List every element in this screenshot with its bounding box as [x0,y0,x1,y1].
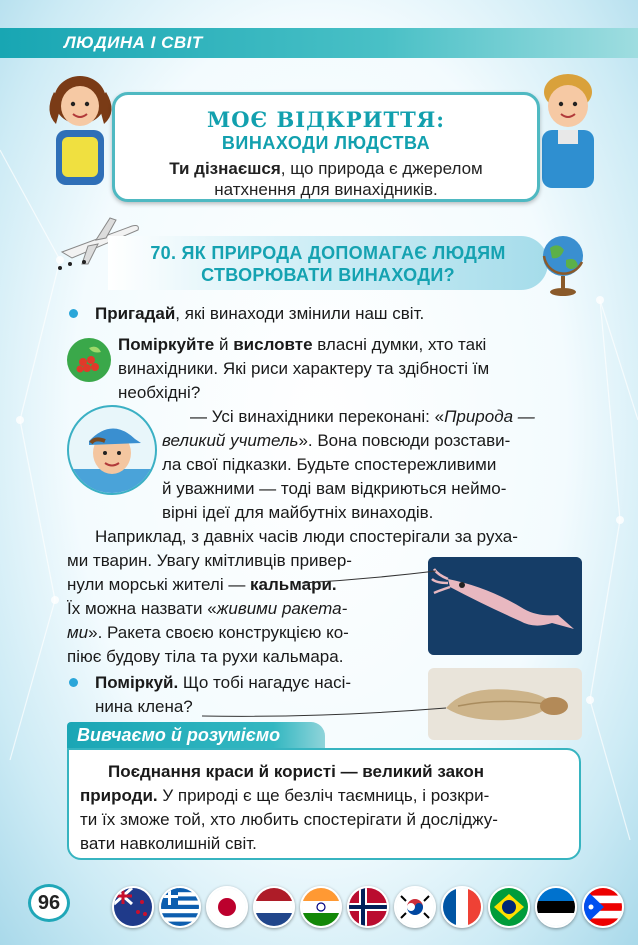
quote-line4: й уважними — тоді вам відкриються неймо- [162,479,507,498]
ponder-bullet [69,678,78,687]
think-paragraph [118,333,582,405]
squid-pointer-line [300,565,440,585]
think-line2: винахідники. Які риси характеру та здібності їм [118,359,490,378]
learn-l2r: У природі є ще безліч таємниць, і розкри- [157,786,490,805]
squid-photo [428,557,582,655]
boy-with-cap-avatar [67,405,157,495]
learn-l1: Поєднання краси й користі — великий закон [108,762,484,781]
think-line3: необхідні? [118,383,201,402]
quote-line5: вірні ідеї для майбутніх винаходів. [162,503,434,522]
example-l3b: кальмари. [250,575,337,594]
think-mid1: й [214,335,234,354]
example-l4i: живими ракета- [216,599,348,618]
recall-bullet [69,309,78,318]
example-line3 [67,573,337,597]
recall-bold: Пригадай [95,304,176,323]
recall-line [95,302,424,326]
example-line4 [67,597,347,621]
lesson-title-line2: СТВОРЮВАТИ ВИНАХОДИ? [201,265,455,285]
example-l4a: Їх можна назвати « [67,599,217,618]
page-number: 96 [28,884,70,922]
section-title: ЛЮДИНА І СВІТ [64,33,203,52]
netherlands-flag-icon [253,886,295,928]
estonia-flag-icon [535,886,577,928]
think-rest1: власні думки, хто такі [312,335,487,354]
example-l5i: ми [67,623,89,642]
discovery-box [112,92,540,202]
example-l5b: ». Ракета своєю конструкцією ко- [88,623,349,642]
example-l3a: нули морські жителі — [67,575,251,594]
india-flag-icon [300,886,342,928]
discovery-learn-line2: натхнення для винахідників. [214,180,438,199]
think-bold1: Поміркуйте [118,335,215,354]
example-line1: Наприклад, з давніх часів люди спостерігали за руха- [95,527,518,546]
quote-line2 [162,429,510,453]
lesson-title [108,242,548,286]
discovery-text [115,158,537,200]
discovery-learn-rest: , що природа є джерелом [280,159,483,178]
example-line5 [67,621,349,645]
example-line6: піює будову тіла та рухи кальмара. [67,647,344,666]
quote-l2b: ». Вона повсюди розстави- [298,431,511,450]
boy-illustration [528,62,608,192]
south-korea-flag-icon [394,886,436,928]
quote-l2i: великий учитель [162,431,299,450]
learn-line3: ти їх зможе той, хто любить спостерігати й дослiджу- [80,810,498,829]
maple-pointer-line [200,706,450,720]
girl-illustration [40,62,120,192]
quote-l1i: Природа — [444,407,535,426]
new-zealand-flag-icon [112,886,154,928]
think-bold2: висловте [233,335,313,354]
learn-line4: вати навколишній світ. [80,834,257,853]
norway-flag-icon [347,886,389,928]
rowan-badge-icon [67,338,111,382]
learn-box-tab-label: Вивчаємо й розуміємо [77,725,281,745]
learn-line2 [80,784,489,808]
france-flag-icon [441,886,483,928]
learn-line1 [108,760,484,784]
ponder-bold: Поміркуй. [95,673,179,692]
ponder-line1 [95,671,351,695]
quote-l1a: — Усі винахідники переконані: « [190,407,445,426]
maple-seed-photo [428,668,582,740]
discovery-learn-bold: Ти дізнаєшся [169,159,281,178]
example-line2: ми тварин. Увагу кмітливців привер- [67,551,352,570]
globe-icon [540,232,586,302]
ponder-line2: нина клена? [95,697,193,716]
quote-line3: ла свої підказки. Будьте спостережливими [162,455,497,474]
discovery-title: МОЄ ВІДКРИТТЯ: [206,107,446,132]
brazil-flag-icon [488,886,530,928]
japan-flag-icon [206,886,248,928]
greece-flag-icon [159,886,201,928]
discovery-subtitle: ВИНАХОДИ ЛЮДСТВА [221,133,431,153]
learn-l2b: природи. [80,786,158,805]
recall-rest: , які винаходи змінили наш світ. [175,304,425,323]
quote-line1 [190,405,535,429]
puerto-rico-flag-icon [582,886,624,928]
lesson-title-line1: 70. ЯК ПРИРОДА ДОПОМАГАЄ ЛЮДЯМ [150,243,506,263]
ponder-rest: Що тобі нагадує насі- [178,673,352,692]
